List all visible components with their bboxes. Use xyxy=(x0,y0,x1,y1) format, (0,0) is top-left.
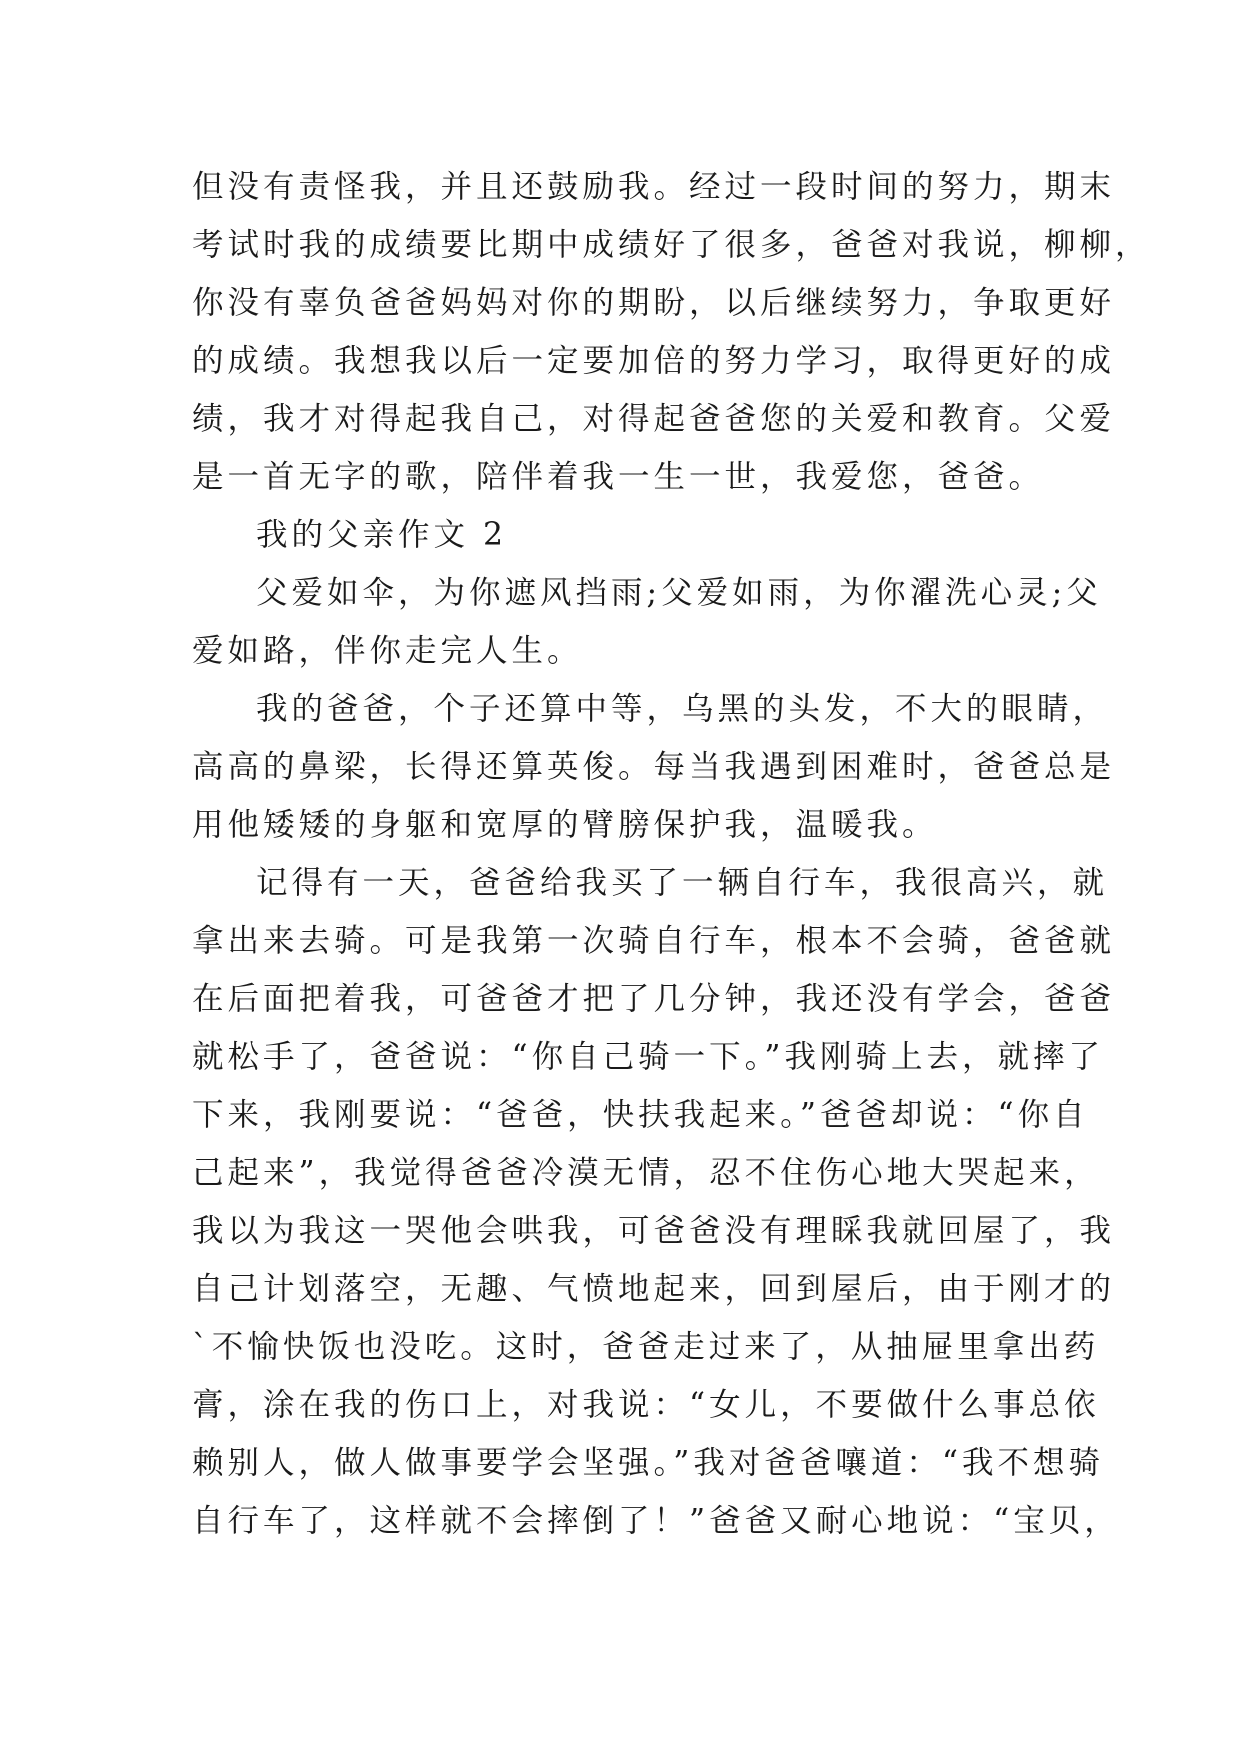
text-line: 爱如路，伴你走完人生。 xyxy=(192,633,583,669)
text-line: 我的爸爸，个子还算中等，乌黑的头发，不大的眼睛， xyxy=(256,691,1109,727)
text-line: 的成绩。我想我以后一定要加倍的努力学习，取得更好的成 xyxy=(192,343,1116,379)
text-line: 在后面把着我，可爸爸才把了几分钟，我还没有学会，爸爸 xyxy=(192,981,1116,1017)
text-line: 己起来”，我觉得爸爸冷漠无情，忍不住伤心地大哭起来， xyxy=(192,1155,1100,1191)
text-line: 父爱如伞，为你遮风挡雨;父爱如雨，为你濯洗心灵;父 xyxy=(256,575,1102,611)
text-line: 用他矮矮的身躯和宽厚的臂膀保护我，温暖我。 xyxy=(192,807,938,843)
text-line: 考试时我的成绩要比期中成绩好了很多，爸爸对我说，柳柳， xyxy=(192,227,1151,263)
section-heading: 我的父亲作文 2 xyxy=(256,517,508,553)
text-line: 记得有一天，爸爸给我买了一辆自行车，我很高兴，就 xyxy=(256,865,1109,901)
text-line: 自己计划落空，无趣、气愤地起来，回到屋后，由于刚才的 xyxy=(192,1271,1116,1307)
text-line: 膏，涂在我的伤口上，对我说：“女儿，不要做什么事总依 xyxy=(192,1387,1100,1423)
text-line: 我以为我这一哭他会哄我，可爸爸没有理睬我就回屋了，我 xyxy=(192,1213,1116,1249)
text-line: 高高的鼻梁，长得还算英俊。每当我遇到困难时，爸爸总是 xyxy=(192,749,1116,785)
text-line: 绩，我才对得起我自己，对得起爸爸您的关爱和教育。父爱 xyxy=(192,401,1116,437)
text-line: 赖别人，做人做事要学会坚强。”我对爸爸嚷道：“我不想骑 xyxy=(192,1445,1104,1481)
text-line: 但没有责怪我，并且还鼓励我。经过一段时间的努力，期末 xyxy=(192,169,1116,205)
text-line: 是一首无字的歌，陪伴着我一生一世，我爱您，爸爸。 xyxy=(192,459,1045,495)
text-line: 你没有辜负爸爸妈妈对你的期盼，以后继续努力，争取更好 xyxy=(192,285,1116,321)
text-line: 拿出来去骑。可是我第一次骑自行车，根本不会骑，爸爸就 xyxy=(192,923,1116,959)
text-line: 自行车了，这样就不会摔倒了！”爸爸又耐心地说：“宝贝， xyxy=(192,1503,1120,1539)
text-line: `不愉快饭也没吃。这时，爸爸走过来了，从抽屉里拿出药 xyxy=(192,1329,1100,1365)
text-line: 就松手了，爸爸说：“你自己骑一下。”我刚骑上去，就摔了 xyxy=(192,1039,1104,1075)
text-line: 下来，我刚要说：“爸爸，快扶我起来。”爸爸却说：“你自 xyxy=(192,1097,1089,1133)
